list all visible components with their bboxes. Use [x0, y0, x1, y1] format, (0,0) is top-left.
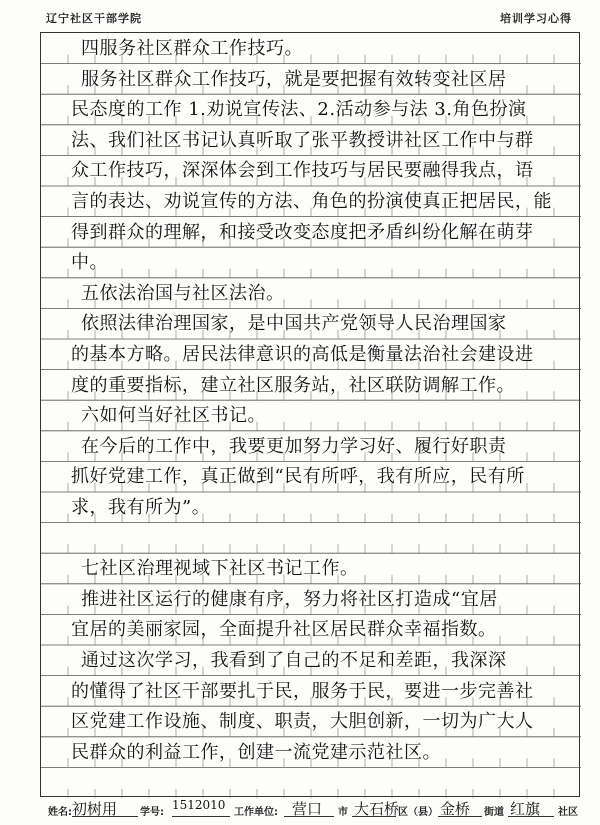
text-line: 民群众的利益工作，创建一流党建示范社区。	[71, 741, 441, 763]
name-value: 初树用	[72, 800, 118, 818]
city-underline	[284, 816, 334, 817]
text-line: 得到群众的理解，和接受改变态度把矛盾纠纷化解在萌芽	[71, 221, 534, 243]
writing-grid	[40, 32, 580, 797]
community-label: 社区	[558, 807, 578, 818]
text-line: 服务社区群众工作技巧，就是要把握有效转变社区居	[81, 68, 507, 90]
text-line: 求，我有所为”。	[71, 497, 211, 518]
text-line: 依照法律治理国家，是中国共产党领导人民治理国家	[81, 313, 507, 335]
id-underline	[172, 816, 230, 817]
county-underline	[352, 816, 396, 817]
text-line: 区党建工作设施、制度、职责，大胆创新，一切为广大人	[71, 711, 534, 733]
name-label: 姓名:	[48, 807, 72, 818]
text-line: 的基本方略。居民法律意识的高低是衡量法治社会建设进	[71, 344, 534, 365]
text-line: 五依法治国与社区法治。	[81, 282, 285, 304]
student-id-value: 1512010	[172, 798, 226, 812]
text-line: 在今后的工作中，我要更加努力学习好、履行好职责	[81, 435, 507, 457]
institution-header: 辽宁社区干部学院	[46, 12, 142, 25]
community-value: 红旗	[510, 800, 541, 818]
student-id-label: 学号:	[140, 807, 164, 818]
text-line: 度的重要指标，建立社区服务站，社区联防调解工作。	[71, 374, 515, 396]
work-unit-label: 工作单位:	[234, 807, 278, 818]
signature-footer	[48, 797, 588, 823]
city-value: 营口	[292, 800, 323, 818]
text-line: 法、我们社区书记认真听取了张平教授讲社区工作中与群	[71, 129, 534, 151]
text-line	[71, 524, 571, 554]
street-value: 金桥	[440, 800, 471, 818]
text-line: 推进社区运行的健康有序，努力将社区打造成“宜居	[81, 588, 498, 610]
document-type-header: 培训学习心得	[500, 12, 572, 25]
text-line: 四服务社区群众工作技巧。	[81, 38, 303, 59]
text-line: 中。	[71, 252, 108, 274]
street-label: 街道	[484, 807, 504, 818]
city-label: 市	[338, 807, 348, 818]
name-underline	[72, 816, 138, 817]
text-line: 民态度的工作 1.劝说宣传法、2.活动参与法 3.角色扮演	[71, 99, 527, 121]
county-label: 区（县）	[398, 807, 438, 818]
text-line: 言的表达、劝说宣传的方法、角色的扮演使真正把居民，能	[71, 191, 552, 212]
text-line: 的懂得了社区干部要扎于民，服务于民，要进一步完善社	[71, 680, 534, 702]
community-underline	[508, 816, 554, 817]
text-line: 抓好党建工作，真正做到“民有所呼，我有所应，民有所	[71, 466, 525, 488]
street-underline	[438, 816, 482, 817]
text-line: 众工作技巧，深深体会到工作技巧与居民要融得我点，语	[71, 160, 534, 182]
text-line	[71, 768, 571, 798]
text-line: 宜居的美丽家园，全面提升社区居民群众幸福指数。	[71, 619, 497, 641]
text-line: 七社区治理视域下社区书记工作。	[81, 558, 359, 580]
county-value: 大石桥	[354, 800, 400, 818]
text-line: 通过这次学习，我看到了自己的不足和差距，我深深	[81, 650, 507, 671]
text-line: 六如何当好社区书记。	[81, 405, 266, 427]
